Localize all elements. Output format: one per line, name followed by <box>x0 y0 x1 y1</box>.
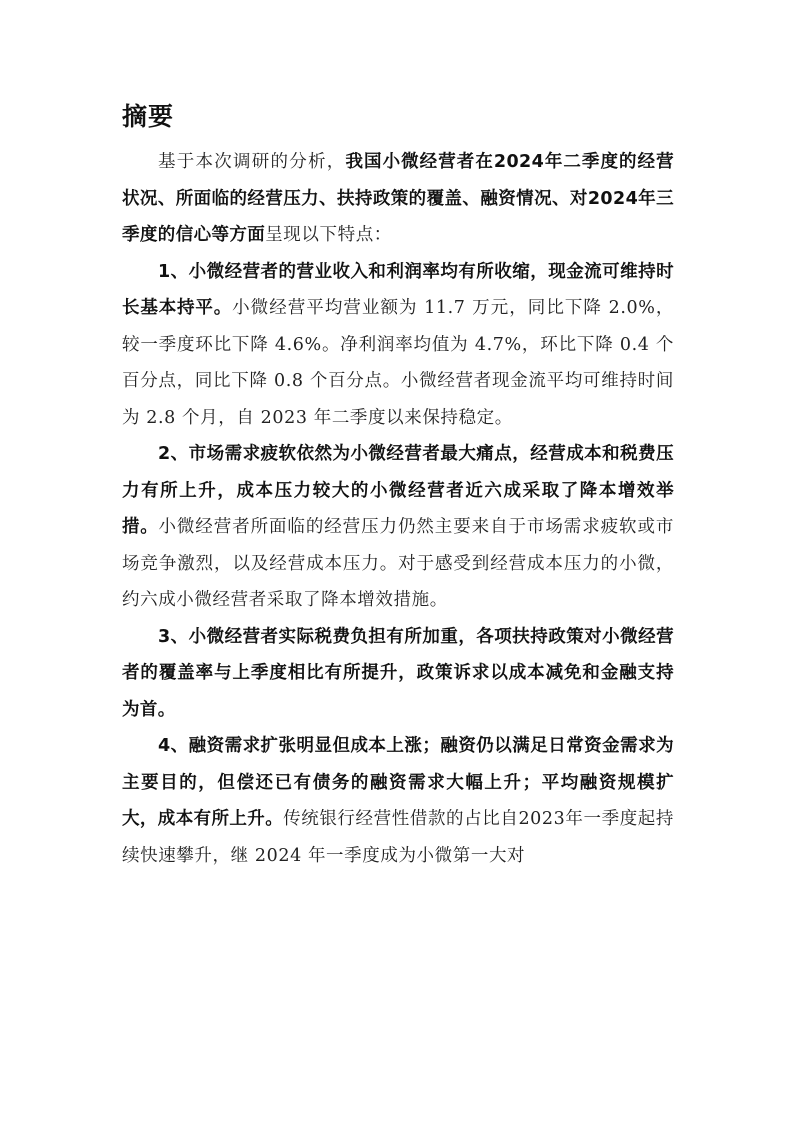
intro-bold-text: 我国小微经营者在2024年二季度的经营状况、所面临的经营压力、扶持政策的覆盖、融资情况、对2024年三季度的信心等方面 <box>122 152 675 245</box>
intro-tail-text: 呈现以下特点： <box>265 225 392 245</box>
point-3-bold-text: 3、小微经营者实际税费负担有所加重，各项扶持政策对小微经营者的覆盖率与上季度相比有所提升，政策诉求以成本减免和金融支持为首。 <box>122 626 674 720</box>
point-1-body-text: 小微经营平均营业额为 11.7 万元，同比下降 2.0%，较一季度环比下降 4.6%。净利润率均值为 4.7%，环比下降 0.4 个百分点，同比下降 0.8 个百分点。小微经营者现金流平均可维持时间为 2.8 个月，自 2023 年二季度以来保持稳定。 <box>122 298 674 428</box>
point-2-body-text: 小微经营者所面临的经营压力仍然主要来自于市场需求疲软或市场竞争激烈，以及经营成本压力。对于感受到经营成本压力的小微，约六成小微经营者采取了降本增效措施。 <box>122 517 674 610</box>
point-paragraph-2 <box>122 436 674 619</box>
point-paragraph-3 <box>122 619 674 729</box>
point-paragraph-1 <box>122 254 674 437</box>
point-1-bold-text: 1、小微经营者的营业收入和利润率均有所收缩，现金流可维持时长基本持平。 <box>122 261 674 318</box>
page-title: 摘要 <box>122 102 175 131</box>
point-4-body-text: 传统银行经营性借款的占比自2023年一季度起持续快速攀升，继 2024 年一季度成为小微第一大对 <box>122 809 674 866</box>
intro-lead-text: 基于本次调研的分析， <box>158 152 346 172</box>
point-4-bold-text: 4、融资需求扩张明显但成本上涨；融资仍以满足日常资金需求为主要目的，但偿还已有债务的融资需求大幅上升；平均融资规模扩大，成本有所上升。 <box>122 736 674 829</box>
point-paragraph-4 <box>122 728 674 874</box>
intro-paragraph <box>122 144 674 254</box>
document-page <box>122 100 674 874</box>
point-2-bold-text: 2、市场需求疲软依然为小微经营者最大痛点，经营成本和税费压力有所上升，成本压力较大的小微经营者近六成采取了降本增效举措。 <box>122 444 674 537</box>
